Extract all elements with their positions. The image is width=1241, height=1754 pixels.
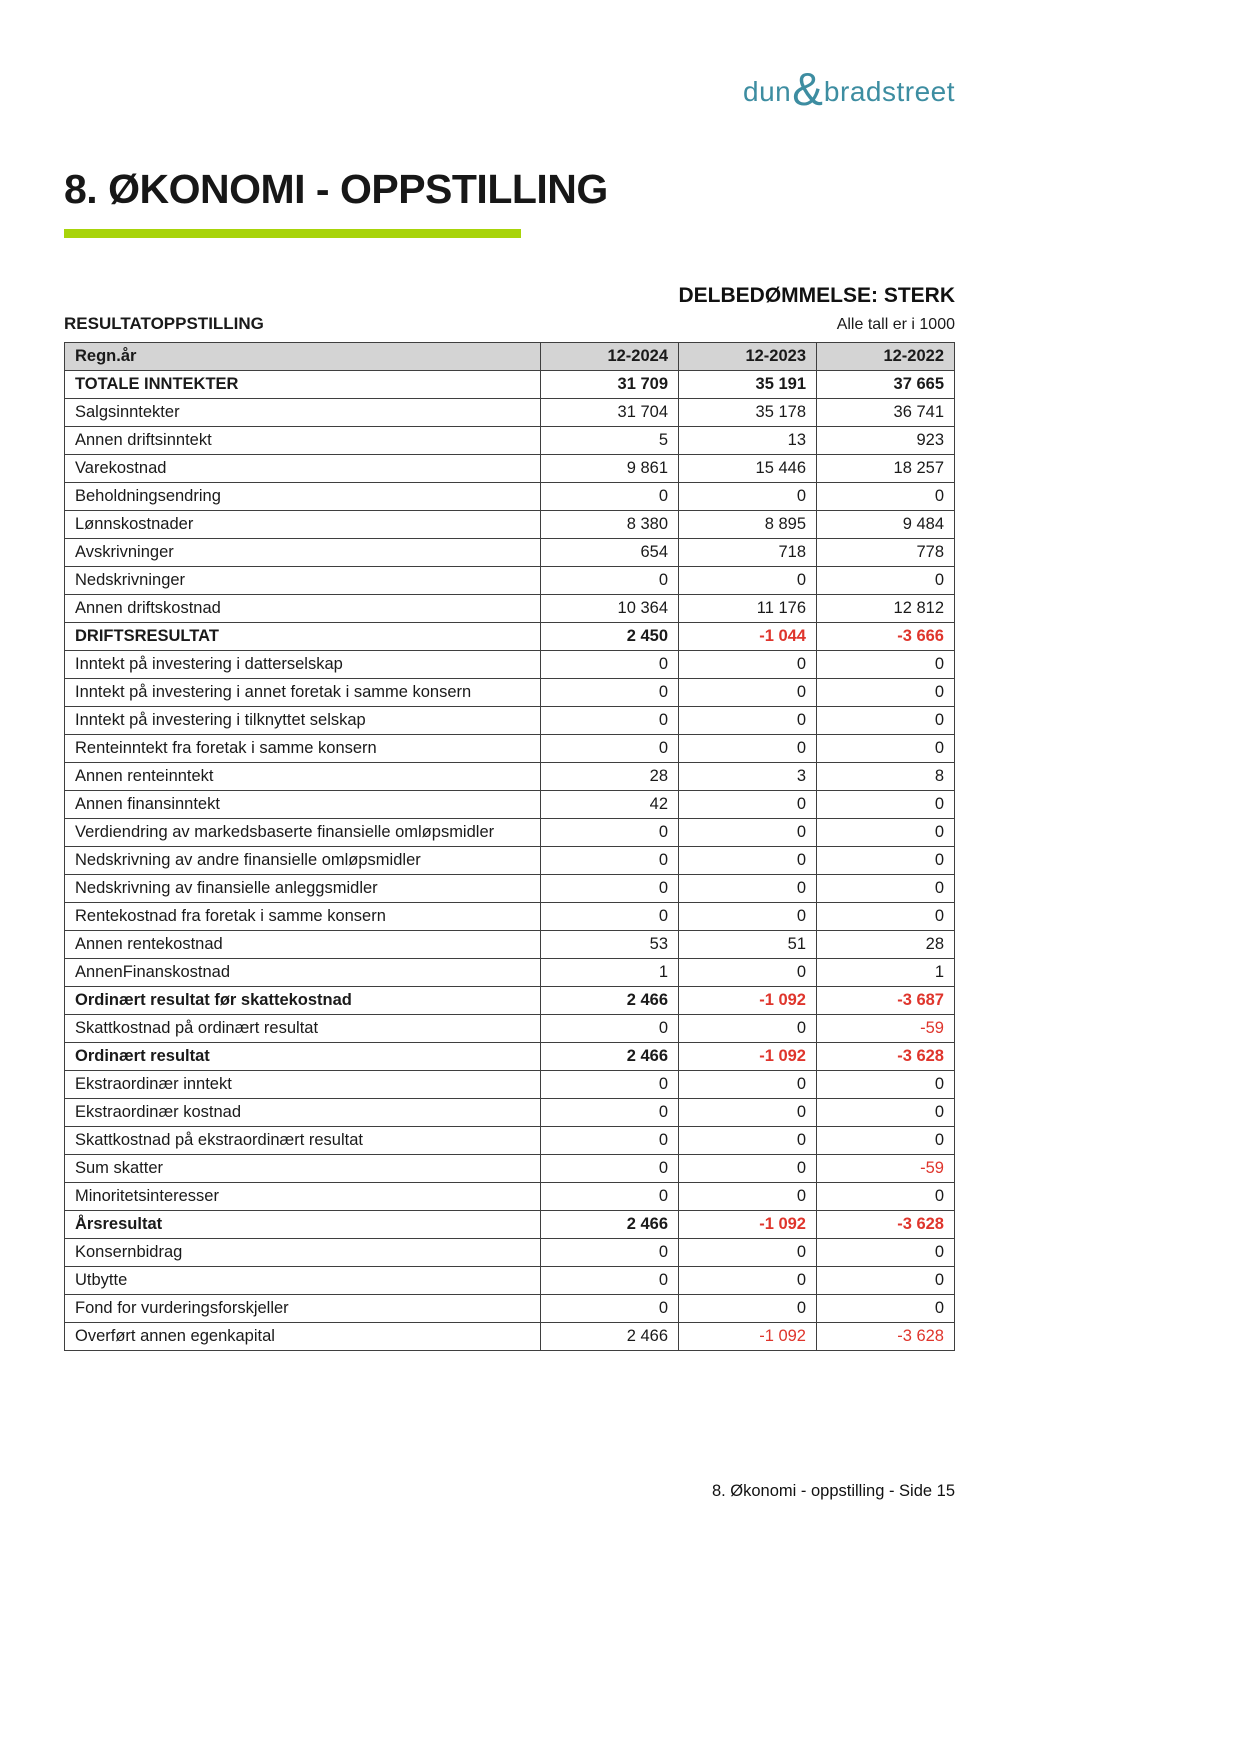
table-row — [65, 455, 955, 483]
row-value: -1 092 — [679, 987, 817, 1015]
row-value: 0 — [679, 1295, 817, 1323]
row-value: 0 — [679, 875, 817, 903]
row-value: -59 — [817, 1155, 955, 1183]
row-value: 8 895 — [679, 511, 817, 539]
table-row — [65, 679, 955, 707]
row-label: Annen finansinntekt — [65, 791, 541, 819]
row-value: 1 — [817, 959, 955, 987]
row-label: Inntekt på investering i datterselskap — [65, 651, 541, 679]
row-value: 2 466 — [541, 1323, 679, 1351]
row-label: AnnenFinanskostnad — [65, 959, 541, 987]
row-label: Ordinært resultat — [65, 1043, 541, 1071]
table-row — [65, 1239, 955, 1267]
row-label: Renteinntekt fra foretak i samme konsern — [65, 735, 541, 763]
table-row — [65, 875, 955, 903]
row-value: 8 — [817, 763, 955, 791]
row-value: 0 — [679, 1239, 817, 1267]
row-value: 0 — [679, 819, 817, 847]
row-value: 0 — [541, 819, 679, 847]
row-label: Sum skatter — [65, 1155, 541, 1183]
row-value: 31 704 — [541, 399, 679, 427]
row-value: 0 — [541, 1267, 679, 1295]
row-value: 28 — [817, 931, 955, 959]
row-value: 0 — [541, 1295, 679, 1323]
table-row — [65, 931, 955, 959]
table-row — [65, 791, 955, 819]
row-value: 0 — [679, 1099, 817, 1127]
row-value: 0 — [679, 959, 817, 987]
row-value: 53 — [541, 931, 679, 959]
title-accent-bar — [64, 229, 521, 238]
row-label: Annen rentekostnad — [65, 931, 541, 959]
row-label: Salgsinntekter — [65, 399, 541, 427]
row-value: -1 044 — [679, 623, 817, 651]
row-label: Nedskrivning av andre finansielle omløpsmidler — [65, 847, 541, 875]
table-row — [65, 1015, 955, 1043]
row-value: 0 — [817, 567, 955, 595]
page-footer: 8. Økonomi - oppstilling - Side 15 — [711, 1482, 955, 1500]
table-row — [65, 399, 955, 427]
row-value: 37 665 — [817, 371, 955, 399]
row-label: DRIFTSRESULTAT — [65, 623, 541, 651]
row-value: 10 364 — [541, 595, 679, 623]
row-value: 0 — [817, 1127, 955, 1155]
table-row — [65, 427, 955, 455]
row-value: 2 466 — [541, 1211, 679, 1239]
table-row — [65, 1043, 955, 1071]
row-value: 35 191 — [679, 371, 817, 399]
row-value: 0 — [541, 651, 679, 679]
table-row — [65, 567, 955, 595]
row-value: 0 — [541, 903, 679, 931]
row-value: 0 — [817, 1071, 955, 1099]
row-value: 13 — [679, 427, 817, 455]
row-label: Avskrivninger — [65, 539, 541, 567]
row-label: Rentekostnad fra foretak i samme konsern — [65, 903, 541, 931]
row-value: -3 628 — [817, 1211, 955, 1239]
row-value: 0 — [817, 1183, 955, 1211]
row-value: 12 812 — [817, 595, 955, 623]
row-value: 0 — [541, 1015, 679, 1043]
row-label: Ordinært resultat før skattekostnad — [65, 987, 541, 1015]
row-value: 18 257 — [817, 455, 955, 483]
row-value: 9 861 — [541, 455, 679, 483]
row-value: 0 — [541, 679, 679, 707]
row-value: 0 — [679, 1015, 817, 1043]
row-value: 0 — [679, 651, 817, 679]
row-label: Annen driftskostnad — [65, 595, 541, 623]
row-value: 0 — [817, 735, 955, 763]
row-label: Nedskrivning av finansielle anleggsmidler — [65, 875, 541, 903]
row-value: 0 — [541, 1239, 679, 1267]
table-row — [65, 1295, 955, 1323]
table-header-row — [65, 343, 955, 371]
row-value: 9 484 — [817, 511, 955, 539]
row-value: 0 — [679, 1155, 817, 1183]
row-label: Skattkostnad på ekstraordinært resultat — [65, 1127, 541, 1155]
row-value: 36 741 — [817, 399, 955, 427]
row-value: -1 092 — [679, 1323, 817, 1351]
row-value: 2 466 — [541, 987, 679, 1015]
table-row — [65, 1323, 955, 1351]
row-value: 778 — [817, 539, 955, 567]
table-row — [65, 651, 955, 679]
row-value: -1 092 — [679, 1211, 817, 1239]
row-value: 11 176 — [679, 595, 817, 623]
row-value: 0 — [679, 567, 817, 595]
row-value: 0 — [541, 1127, 679, 1155]
logo-row — [64, 63, 955, 115]
table-row — [65, 371, 955, 399]
row-value: -59 — [817, 1015, 955, 1043]
header-cell-year: 12-2022 — [817, 343, 955, 371]
row-label: Utbytte — [65, 1267, 541, 1295]
page-title: 8. ØKONOMI - OPPSTILLING — [64, 166, 608, 212]
row-value: 0 — [679, 791, 817, 819]
row-label: Nedskrivninger — [65, 567, 541, 595]
table-row — [65, 1099, 955, 1127]
row-value: -3 687 — [817, 987, 955, 1015]
table-row — [65, 987, 955, 1015]
row-value: 0 — [679, 1071, 817, 1099]
row-value: 0 — [679, 903, 817, 931]
row-value: -3 628 — [817, 1043, 955, 1071]
row-value: 0 — [817, 1099, 955, 1127]
row-value: 0 — [541, 1183, 679, 1211]
row-value: 35 178 — [679, 399, 817, 427]
table-row — [65, 735, 955, 763]
row-label: Fond for vurderingsforskjeller — [65, 1295, 541, 1323]
results-table-body — [65, 371, 955, 1351]
table-row — [65, 819, 955, 847]
row-value: 0 — [817, 819, 955, 847]
row-value: 0 — [817, 1239, 955, 1267]
row-value: 0 — [541, 875, 679, 903]
table-row — [65, 511, 955, 539]
row-value: 31 709 — [541, 371, 679, 399]
table-row — [65, 707, 955, 735]
row-value: 42 — [541, 791, 679, 819]
table-row — [65, 595, 955, 623]
row-value: 3 — [679, 763, 817, 791]
table-row — [65, 763, 955, 791]
logo-word-dun: dun — [743, 76, 792, 107]
row-value: 0 — [817, 875, 955, 903]
row-value: 1 — [541, 959, 679, 987]
row-value: 15 446 — [679, 455, 817, 483]
row-value: 0 — [817, 1295, 955, 1323]
row-label: Beholdningsendring — [65, 483, 541, 511]
row-value: 0 — [541, 847, 679, 875]
row-label: Overført annen egenkapital — [65, 1323, 541, 1351]
row-label: Årsresultat — [65, 1211, 541, 1239]
row-value: 0 — [679, 735, 817, 763]
page-content — [64, 0, 955, 1351]
row-value: 0 — [817, 903, 955, 931]
table-row — [65, 539, 955, 567]
table-subheader-row — [64, 314, 955, 334]
row-value: 0 — [817, 483, 955, 511]
row-value: 0 — [817, 791, 955, 819]
row-value: -1 092 — [679, 1043, 817, 1071]
units-note: Alle tall er i 1000 — [836, 316, 955, 333]
row-value: 0 — [541, 1071, 679, 1099]
table-row — [65, 959, 955, 987]
row-value: 8 380 — [541, 511, 679, 539]
row-value: 0 — [541, 567, 679, 595]
row-label: Annen renteinntekt — [65, 763, 541, 791]
table-row — [65, 1211, 955, 1239]
row-value: 0 — [541, 1155, 679, 1183]
table-row — [65, 483, 955, 511]
row-value: 0 — [817, 707, 955, 735]
table-row — [65, 1155, 955, 1183]
row-value: 654 — [541, 539, 679, 567]
header-cell-year: 12-2023 — [679, 343, 817, 371]
row-label: Ekstraordinær kostnad — [65, 1099, 541, 1127]
row-label: Konsernbidrag — [65, 1239, 541, 1267]
row-value: 0 — [679, 679, 817, 707]
row-label: Verdiendring av markedsbaserte finansielle omløpsmidler — [65, 819, 541, 847]
row-label: Lønnskostnader — [65, 511, 541, 539]
row-value: -3 666 — [817, 623, 955, 651]
row-value: 0 — [679, 483, 817, 511]
row-value: 0 — [817, 651, 955, 679]
section-label: RESULTATOPPSTILLING — [64, 314, 264, 333]
row-value: 0 — [679, 847, 817, 875]
row-value: 0 — [817, 679, 955, 707]
row-label: Skattkostnad på ordinært resultat — [65, 1015, 541, 1043]
dun-bradstreet-logo — [743, 63, 955, 115]
row-label: Varekostnad — [65, 455, 541, 483]
table-row — [65, 623, 955, 651]
table-row — [65, 903, 955, 931]
row-value: 2 466 — [541, 1043, 679, 1071]
row-value: -3 628 — [817, 1323, 955, 1351]
row-value: 0 — [679, 1183, 817, 1211]
table-row — [65, 1267, 955, 1295]
table-row — [65, 1127, 955, 1155]
row-value: 28 — [541, 763, 679, 791]
row-value: 0 — [679, 1267, 817, 1295]
row-label: TOTALE INNTEKTER — [65, 371, 541, 399]
header-cell-year: 12-2024 — [541, 343, 679, 371]
row-value: 0 — [679, 707, 817, 735]
row-value: 0 — [541, 1099, 679, 1127]
row-label: Inntekt på investering i tilknyttet selskap — [65, 707, 541, 735]
row-value: 0 — [541, 735, 679, 763]
row-value: 923 — [817, 427, 955, 455]
table-row — [65, 1183, 955, 1211]
row-value: 0 — [817, 1267, 955, 1295]
table-row — [65, 847, 955, 875]
header-cell-label: Regn.år — [65, 343, 541, 371]
row-label: Inntekt på investering i annet foretak i samme konsern — [65, 679, 541, 707]
row-value: 51 — [679, 931, 817, 959]
results-table-head — [65, 343, 955, 371]
row-value: 0 — [679, 1127, 817, 1155]
row-value: 5 — [541, 427, 679, 455]
results-table — [64, 342, 955, 1351]
row-label: Minoritetsinteresser — [65, 1183, 541, 1211]
logo-word-bradstreet: bradstreet — [823, 76, 955, 107]
row-value: 0 — [817, 847, 955, 875]
row-value: 2 450 — [541, 623, 679, 651]
logo-ampersand-icon: & — [792, 63, 823, 115]
row-value: 0 — [541, 707, 679, 735]
row-value: 718 — [679, 539, 817, 567]
table-row — [65, 1071, 955, 1099]
row-label: Annen driftsinntekt — [65, 427, 541, 455]
row-label: Ekstraordinær inntekt — [65, 1071, 541, 1099]
row-value: 0 — [541, 483, 679, 511]
assessment-label: DELBEDØMMELSE: STERK — [678, 284, 955, 307]
